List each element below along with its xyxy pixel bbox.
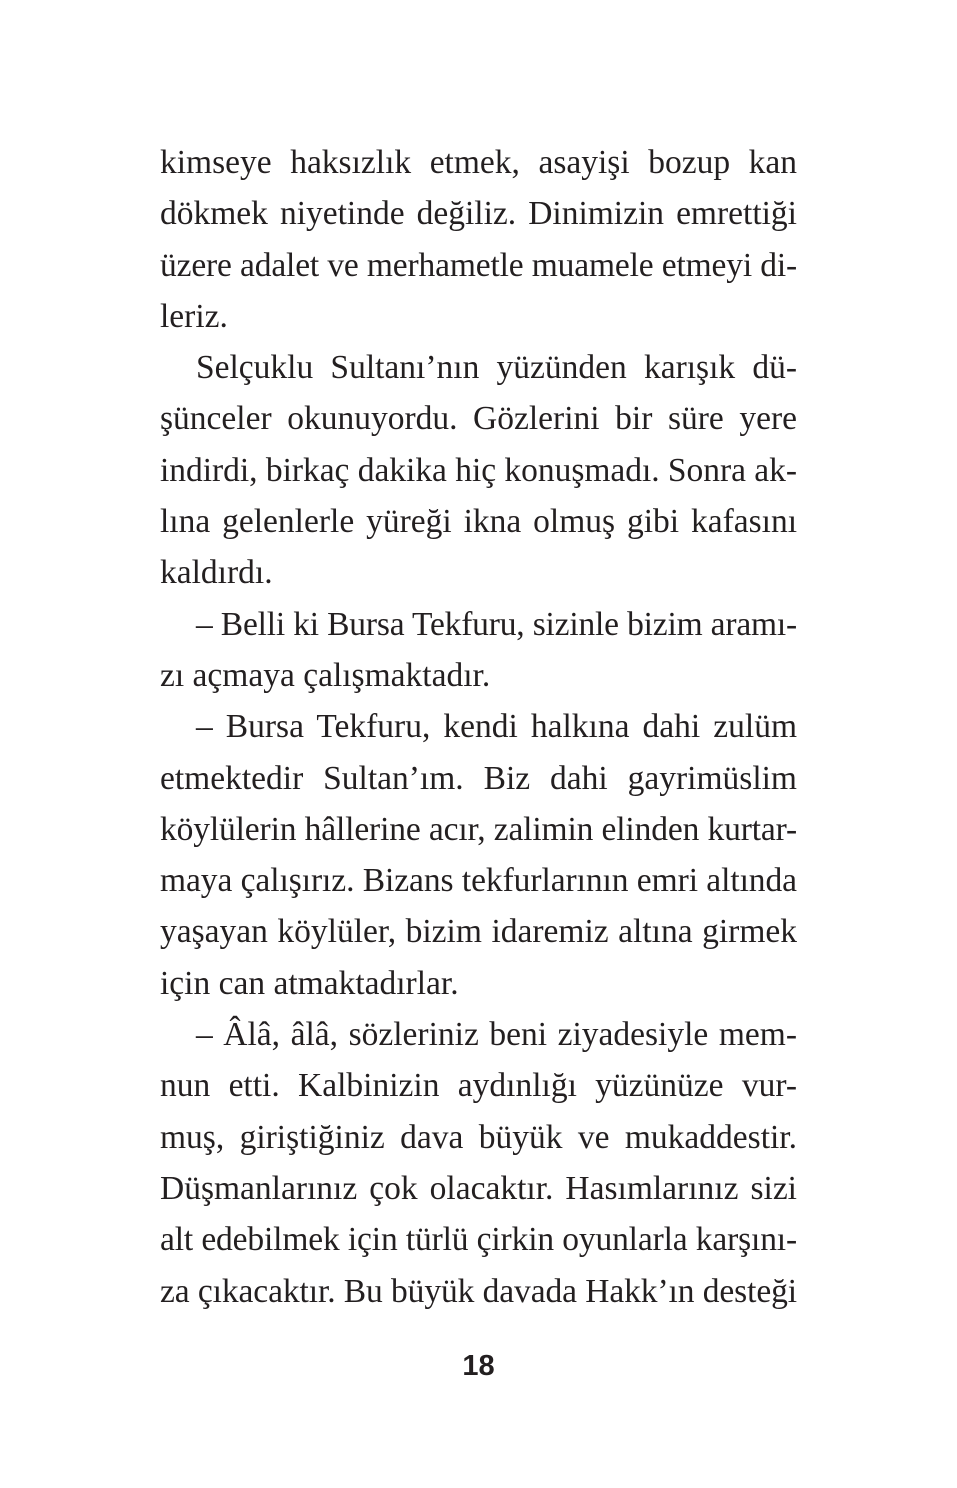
text-line: üzere adalet ve merhametle muamele etmeyi di-: [160, 246, 797, 284]
text-line: kimseye haksızlık etmek, asayişi bozup kan: [160, 144, 797, 181]
text-line: maya çalışırız. Bizans tekfurlarının emri altında: [160, 862, 797, 900]
page-number: 18: [462, 1350, 495, 1382]
text-line: za çıkacaktır. Bu büyük davada Hakk’ın desteği: [160, 1272, 797, 1310]
text-line: şünceler okunuyordu. Gözlerini bir süre yere: [160, 400, 797, 438]
body-text: [160, 137, 797, 1317]
paragraph-1: [160, 137, 797, 342]
text-line: indirdi, birkaç dakika hiç konuşmadı. Sonra ak-: [160, 451, 797, 489]
text-line: dökmek niyetinde değiliz. Dinimizin emrettiği: [160, 195, 797, 233]
text-line: alt edebilmek için türlü çirkin oyunlarla karşını-: [160, 1221, 797, 1259]
paragraph-4: [160, 701, 797, 1009]
paragraph-3: [160, 599, 797, 702]
text-line: yaşayan köylüler, bizim idaremiz altına girmek: [160, 913, 797, 951]
text-line: lına gelenlerle yüreği ikna olmuş gibi kafasını: [160, 503, 797, 541]
text-line: – Âlâ, âlâ, sözleriniz beni ziyadesiyle mem-: [196, 1016, 797, 1054]
text-line: nun etti. Kalbinizin aydınlığı yüzünüze vur-: [160, 1067, 797, 1105]
text-line: zı açmaya çalışmaktadır.: [160, 656, 491, 694]
text-line: köylülerin hâllerine acır, zalimin elinden kurtar-: [160, 810, 797, 848]
text-line: muş, giriştiğiniz dava büyük ve mukaddestir.: [160, 1118, 797, 1156]
text-line: etmektedir Sultan’ım. Biz dahi gayrimüslim: [160, 759, 797, 797]
paragraph-5: [160, 1009, 797, 1317]
text-line: – Bursa Tekfuru, kendi halkına dahi zulüm: [196, 708, 797, 746]
text-line: için can atmaktadırlar.: [160, 964, 459, 1002]
text-line: Selçuklu Sultanı’nın yüzünden karışık dü-: [196, 349, 797, 387]
text-line: leriz.: [160, 297, 228, 335]
text-line: – Belli ki Bursa Tekfuru, sizinle bizim aramı-: [196, 605, 797, 643]
text-line: Düşmanlarınız çok olacaktır. Hasımlarınız sizi: [160, 1169, 797, 1207]
paragraph-2: [160, 342, 797, 598]
text-line: kaldırdı.: [160, 554, 273, 592]
